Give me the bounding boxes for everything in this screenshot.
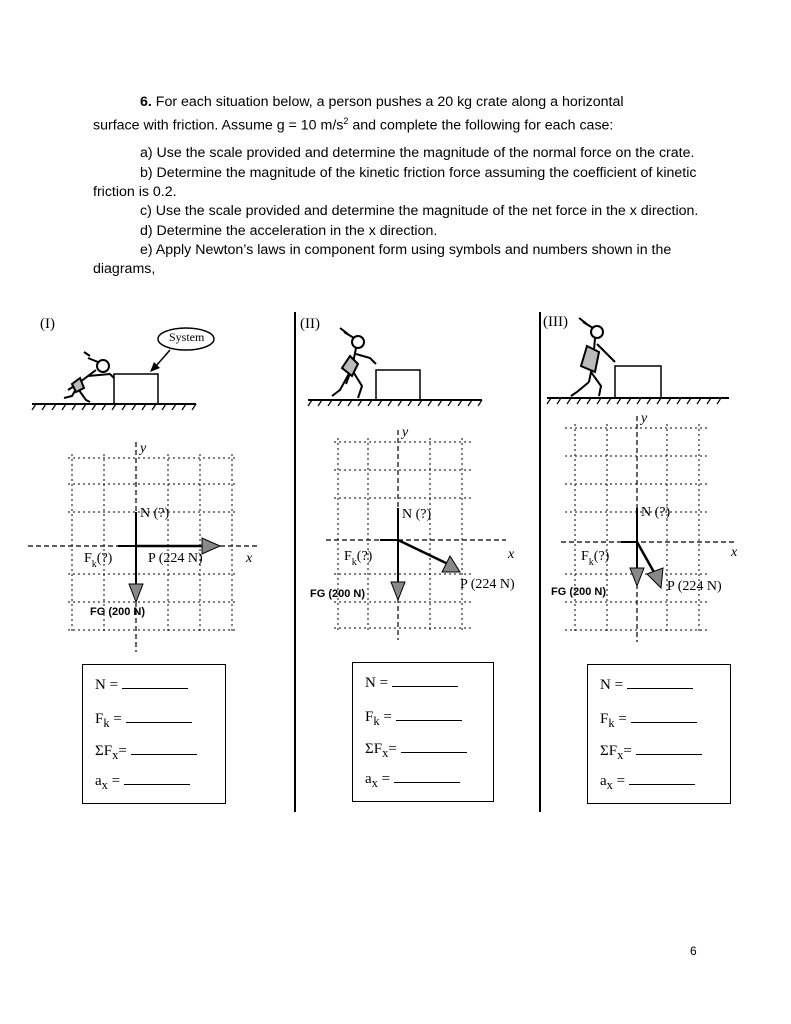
answer-accel bbox=[600, 773, 695, 793]
system-pointer bbox=[156, 350, 170, 366]
normal-label: N (?) bbox=[140, 506, 170, 521]
answer-friction-symbol: F bbox=[600, 711, 609, 727]
problem-text bbox=[93, 93, 713, 279]
problem-number: 6. bbox=[140, 94, 152, 110]
friction-label-q: (?) bbox=[96, 551, 113, 566]
answer-net-blank[interactable] bbox=[401, 752, 467, 753]
intro-line-2-end: and complete the following for each case: bbox=[348, 118, 614, 135]
crate bbox=[376, 370, 420, 400]
problem-intro bbox=[93, 93, 713, 112]
answer-net-blank[interactable] bbox=[131, 754, 197, 755]
person-icon bbox=[332, 328, 376, 398]
push-arrow-head bbox=[202, 538, 220, 554]
part-b: b) Determine the magnitude of the kinetic friction force assuming the coefficient of kinetic friction is 0.2. bbox=[93, 164, 697, 200]
friction-label-q: (?) bbox=[356, 549, 373, 564]
answer-accel-sub: x bbox=[101, 778, 108, 792]
answer-accel bbox=[365, 771, 460, 791]
panel-3 bbox=[541, 312, 761, 817]
answer-friction-blank[interactable] bbox=[126, 722, 192, 723]
answer-normal-symbol: N bbox=[600, 677, 611, 693]
x-axis-label: x bbox=[246, 551, 253, 566]
friction-label bbox=[344, 549, 373, 568]
friction-label-sub: k bbox=[91, 559, 97, 570]
equals-sign: = bbox=[109, 677, 119, 693]
answer-normal-symbol: N bbox=[95, 677, 106, 693]
panel-2 bbox=[296, 312, 536, 817]
friction-label bbox=[84, 551, 113, 570]
equals-sign: = bbox=[623, 743, 632, 759]
gravity-label: FG (200 N) bbox=[90, 606, 146, 618]
equals-sign: = bbox=[388, 741, 397, 757]
y-axis-label: y bbox=[641, 411, 648, 426]
answer-normal bbox=[365, 675, 458, 692]
answer-friction-sub: k bbox=[103, 716, 110, 730]
panel-roman-numeral: (II) bbox=[300, 316, 320, 332]
friction-label-sub: k bbox=[351, 557, 357, 568]
equals-sign: = bbox=[614, 677, 624, 693]
gravity-arrow-head bbox=[630, 568, 644, 586]
push-label: P (224 N) bbox=[460, 577, 515, 592]
answer-net-symbol: ΣF bbox=[600, 743, 618, 759]
panel-roman-numeral: (III) bbox=[543, 314, 568, 330]
gravity-label: FG (200 N) bbox=[310, 588, 366, 600]
answer-net-sub: x bbox=[382, 746, 389, 760]
answer-accel-symbol: a bbox=[365, 771, 372, 787]
intro-line-2: surface with friction. Assume g = 10 m/s bbox=[93, 118, 344, 135]
normal-label: N (?) bbox=[402, 507, 432, 522]
crate bbox=[615, 366, 661, 398]
push-label: P (224 N) bbox=[148, 551, 203, 566]
system-label: System bbox=[169, 330, 205, 344]
answer-box bbox=[587, 664, 731, 804]
answer-friction bbox=[95, 711, 192, 731]
normal-label: N (?) bbox=[641, 505, 671, 520]
answer-normal bbox=[600, 677, 693, 694]
answer-normal-blank[interactable] bbox=[392, 686, 458, 687]
intro-line-1: For each situation below, a person pushes a 20 kg crate along a horizontal bbox=[155, 94, 624, 110]
gravity-arrow-head bbox=[391, 582, 405, 600]
equals-sign: = bbox=[381, 771, 391, 787]
friction-label-f: F bbox=[84, 551, 92, 566]
superscript-2: 2 bbox=[343, 116, 349, 127]
push-arrow-head bbox=[442, 556, 460, 572]
answer-friction-blank[interactable] bbox=[631, 722, 697, 723]
answer-friction-symbol: F bbox=[95, 711, 104, 727]
x-axis-label: x bbox=[731, 545, 738, 560]
answer-net bbox=[95, 743, 197, 763]
scale-grid bbox=[334, 438, 472, 630]
y-axis-label: y bbox=[140, 441, 147, 456]
answer-net-sub: x bbox=[617, 748, 624, 762]
equals-sign: = bbox=[383, 709, 392, 725]
answer-accel-sub: x bbox=[606, 778, 613, 792]
answer-normal bbox=[95, 677, 188, 694]
problem-intro-2 bbox=[93, 112, 713, 136]
friction-label-f: F bbox=[344, 549, 352, 564]
answer-accel-blank[interactable] bbox=[629, 784, 695, 785]
answer-net bbox=[365, 741, 467, 761]
answer-accel-symbol: a bbox=[600, 773, 607, 789]
equals-sign: = bbox=[118, 743, 127, 759]
friction-label-f: F bbox=[581, 549, 589, 564]
answer-normal-blank[interactable] bbox=[627, 688, 693, 689]
answer-friction-blank[interactable] bbox=[396, 720, 462, 721]
push-label: P (224 N) bbox=[667, 579, 722, 594]
answer-net-symbol: ΣF bbox=[365, 741, 383, 757]
answer-friction-sub: k bbox=[373, 714, 380, 728]
page-number: 6 bbox=[690, 944, 697, 958]
person-icon bbox=[571, 318, 615, 396]
gravity-label: FG (200 N) bbox=[551, 586, 607, 598]
panel-1 bbox=[28, 312, 290, 817]
answer-accel-sub: x bbox=[371, 776, 378, 790]
answer-box bbox=[352, 662, 494, 802]
friction-label-sub: k bbox=[588, 557, 594, 568]
answer-net-sub: x bbox=[112, 748, 119, 762]
x-axis-label: x bbox=[508, 547, 515, 562]
equals-sign: = bbox=[111, 773, 121, 789]
friction-label-q: (?) bbox=[593, 549, 610, 564]
answer-accel-blank[interactable] bbox=[394, 782, 460, 783]
equals-sign: = bbox=[616, 773, 626, 789]
answer-net bbox=[600, 743, 702, 763]
answer-net-blank[interactable] bbox=[636, 754, 702, 755]
answer-accel-symbol: a bbox=[95, 773, 102, 789]
answer-normal-blank[interactable] bbox=[122, 688, 188, 689]
answer-friction-sub: k bbox=[608, 716, 615, 730]
person-icon bbox=[64, 352, 114, 402]
answer-friction bbox=[600, 711, 697, 731]
push-arrow-head bbox=[647, 568, 663, 588]
part-d: d) Determine the acceleration in the x direction. bbox=[140, 222, 438, 239]
answer-friction bbox=[365, 709, 462, 729]
panel-roman-numeral: (I) bbox=[40, 316, 55, 332]
part-a: a) Use the scale provided and determine the magnitude of the normal force on the crate. bbox=[140, 145, 695, 162]
answer-accel bbox=[95, 773, 190, 793]
y-axis-label: y bbox=[402, 425, 409, 440]
part-c: c) Use the scale provided and determine the magnitude of the net force in the x direction. bbox=[140, 203, 699, 220]
answer-net-symbol: ΣF bbox=[95, 743, 113, 759]
equals-sign: = bbox=[618, 711, 627, 727]
equals-sign: = bbox=[379, 675, 389, 691]
answer-friction-symbol: F bbox=[365, 709, 374, 725]
answer-accel-blank[interactable] bbox=[124, 784, 190, 785]
friction-label bbox=[581, 549, 610, 568]
answer-box bbox=[82, 664, 226, 804]
answer-normal-symbol: N bbox=[365, 675, 376, 691]
crate bbox=[114, 374, 158, 404]
push-force-arrow bbox=[398, 540, 448, 564]
gravity-arrow-head bbox=[129, 584, 143, 602]
part-e: e) Apply Newton’s laws in component form using symbols and numbers shown in the diagrams, bbox=[93, 241, 672, 278]
equals-sign: = bbox=[113, 711, 122, 727]
